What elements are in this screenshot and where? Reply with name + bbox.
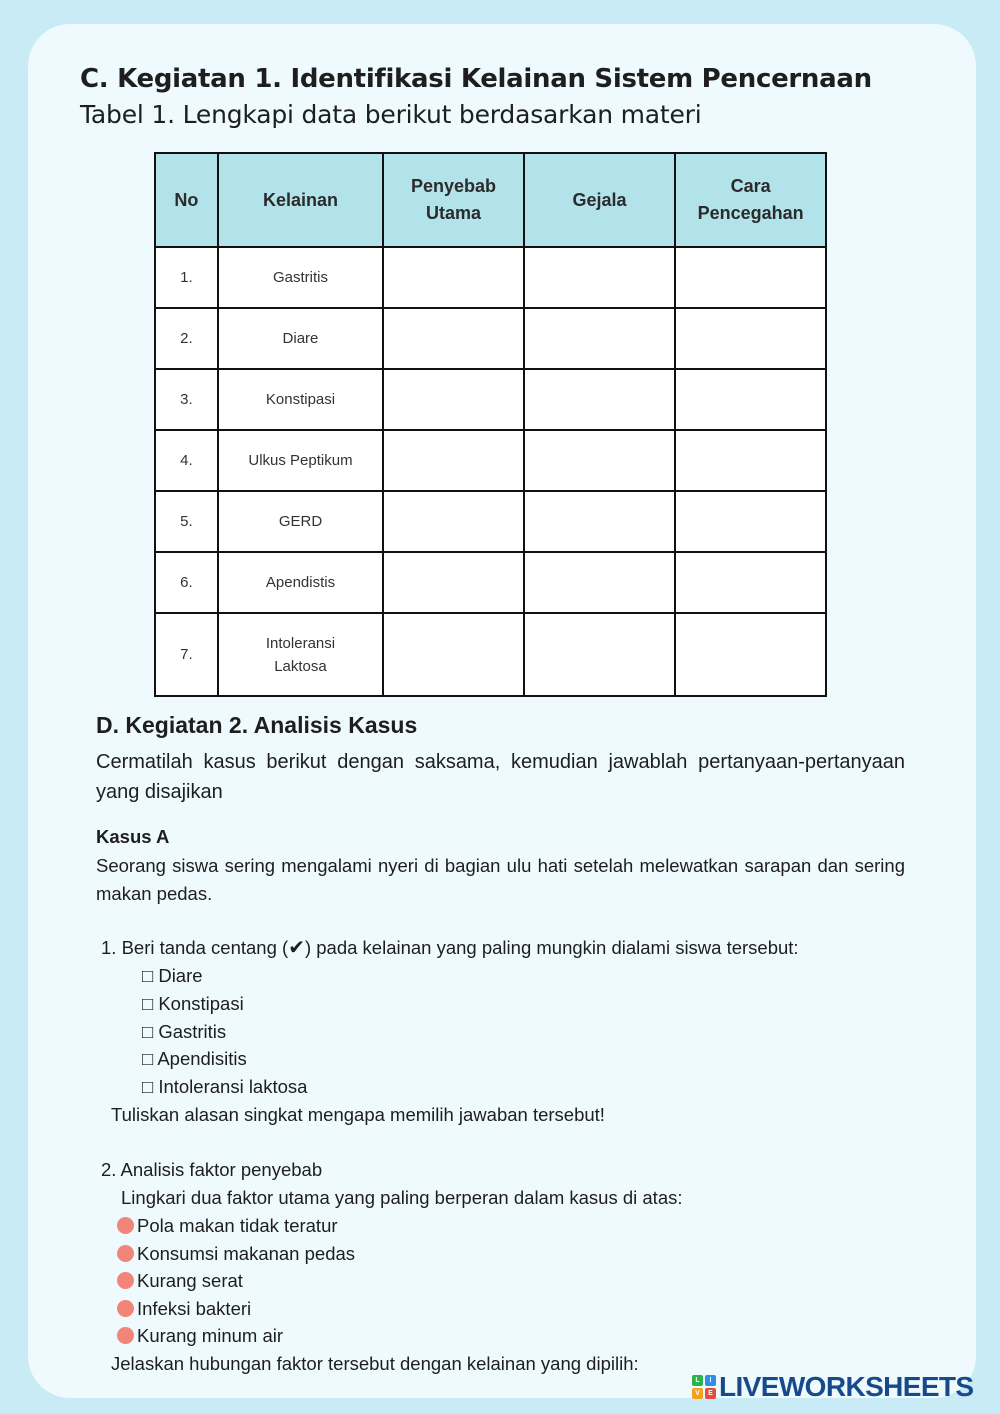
cell-gejala-input[interactable] — [524, 430, 675, 491]
checkbox-icon[interactable]: □ — [142, 1021, 154, 1042]
header-gejala: Gejala — [524, 153, 675, 247]
bullet-dot-icon — [117, 1217, 134, 1234]
cell-gejala-input[interactable] — [524, 552, 675, 613]
table-row — [155, 308, 826, 369]
header-kelainan: Kelainan — [218, 153, 383, 247]
cell-penyebab-input[interactable] — [383, 247, 524, 308]
table-row — [155, 552, 826, 613]
checkbox-icon[interactable]: □ — [142, 1076, 154, 1097]
cell-pencegahan-input[interactable] — [675, 613, 826, 696]
cell-pencegahan-input[interactable] — [675, 552, 826, 613]
section-c-title: C. Kegiatan 1. Identifikasi Kelainan Sistem Pencernaan — [80, 64, 872, 94]
bullet-dot-icon — [117, 1300, 134, 1317]
cell-pencegahan-input[interactable] — [675, 430, 826, 491]
check-icon: ✔ — [288, 937, 305, 959]
cell-penyebab-input[interactable] — [383, 369, 524, 430]
section-c-subtitle: Tabel 1. Lengkapi data berikut berdasarkan materi — [80, 100, 702, 129]
cell-pencegahan-input[interactable] — [675, 308, 826, 369]
cell-kelainan: Intoleransi Laktosa — [218, 613, 383, 696]
cell-penyebab-input[interactable] — [383, 430, 524, 491]
q1-option-intoleransi-laktosa[interactable]: □ Intoleransi laktosa — [142, 1076, 308, 1097]
table-row — [155, 369, 826, 430]
cell-pencegahan-input[interactable] — [675, 369, 826, 430]
table-row — [155, 430, 826, 491]
cell-no: 6. — [155, 552, 218, 613]
cell-no: 2. — [155, 308, 218, 369]
cell-kelainan: Ulkus Peptikum — [218, 430, 383, 491]
bullet-dot-icon — [117, 1272, 134, 1289]
q2-option[interactable]: Konsumsi makanan pedas — [117, 1241, 355, 1267]
q1-prompt: 1. Beri tanda centang (✔) pada kelainan yang paling mungkin dialami siswa tersebut: — [101, 937, 799, 959]
kasus-a-description: Seorang siswa sering mengalami nyeri di bagian ulu hati setelah melewatkan sarapan dan sering makan pedas. — [96, 855, 905, 904]
table-header-row — [155, 153, 826, 247]
q2-title: 2. Analisis faktor penyebab — [101, 1159, 323, 1180]
cell-no: 4. — [155, 430, 218, 491]
bullet-dot-icon — [117, 1245, 134, 1262]
brand-name: LIVEWORKSHEETS — [719, 1371, 974, 1402]
checkbox-icon[interactable]: □ — [142, 1048, 154, 1069]
header-cara-pencegahan: Cara Pencegahan — [675, 153, 826, 247]
cell-pencegahan-input[interactable] — [675, 491, 826, 552]
checkbox-icon[interactable]: □ — [142, 965, 154, 986]
cell-gejala-input[interactable] — [524, 613, 675, 696]
kasus-a-title: Kasus A — [96, 826, 170, 847]
cell-no: 3. — [155, 369, 218, 430]
q2-instruction: Lingkari dua faktor utama yang paling berperan dalam kasus di atas: — [121, 1187, 683, 1208]
cell-no: 7. — [155, 613, 218, 696]
cell-penyebab-input[interactable] — [383, 613, 524, 696]
cell-kelainan: Konstipasi — [218, 369, 383, 430]
cell-gejala-input[interactable] — [524, 369, 675, 430]
cell-pencegahan-input[interactable] — [675, 247, 826, 308]
cell-penyebab-input[interactable] — [383, 308, 524, 369]
cell-penyebab-input[interactable] — [383, 552, 524, 613]
q1-option-konstipasi[interactable]: □ Konstipasi — [142, 993, 244, 1014]
cell-no: 1. — [155, 247, 218, 308]
liveworksheets-logo[interactable] — [692, 1371, 974, 1403]
section-d-title: D. Kegiatan 2. Analisis Kasus — [96, 712, 418, 738]
cell-kelainan: GERD — [218, 491, 383, 552]
table-row — [155, 247, 826, 308]
table-row — [155, 491, 826, 552]
cell-no: 5. — [155, 491, 218, 552]
cell-kelainan: Diare — [218, 308, 383, 369]
cell-kelainan: Gastritis — [218, 247, 383, 308]
section-d-intro: Cermatilah kasus berikut dengan saksama, kemudian jawablah pertanyaan-pertanyaan yang disajikan — [96, 751, 905, 803]
q2-option[interactable]: Infeksi bakteri — [117, 1296, 251, 1322]
q2-followup: Jelaskan hubungan faktor tersebut dengan kelainan yang dipilih: — [111, 1353, 639, 1374]
cell-penyebab-input[interactable] — [383, 491, 524, 552]
cell-gejala-input[interactable] — [524, 247, 675, 308]
cell-kelainan: Apendistis — [218, 552, 383, 613]
q1-followup: Tuliskan alasan singkat mengapa memilih jawaban tersebut! — [111, 1104, 605, 1125]
cell-gejala-input[interactable] — [524, 308, 675, 369]
q1-option-gastritis[interactable]: □ Gastritis — [142, 1021, 227, 1042]
q2-option[interactable]: Pola makan tidak teratur — [117, 1213, 338, 1239]
checkbox-icon[interactable]: □ — [142, 993, 154, 1014]
bullet-dot-icon — [117, 1327, 134, 1344]
cell-gejala-input[interactable] — [524, 491, 675, 552]
liveworksheets-logo-icon: L I V E — [692, 1375, 716, 1399]
q2-option[interactable]: Kurang serat — [117, 1268, 243, 1294]
header-no: No — [155, 153, 218, 247]
q2-option[interactable]: Kurang minum air — [117, 1323, 283, 1349]
kelainan-table — [154, 152, 827, 697]
table-row — [155, 613, 826, 696]
q1-option-diare[interactable]: □ Diare — [142, 965, 203, 986]
q1-option-apendisitis[interactable]: □ Apendisitis — [142, 1048, 247, 1069]
header-penyebab-utama: Penyebab Utama — [383, 153, 524, 247]
